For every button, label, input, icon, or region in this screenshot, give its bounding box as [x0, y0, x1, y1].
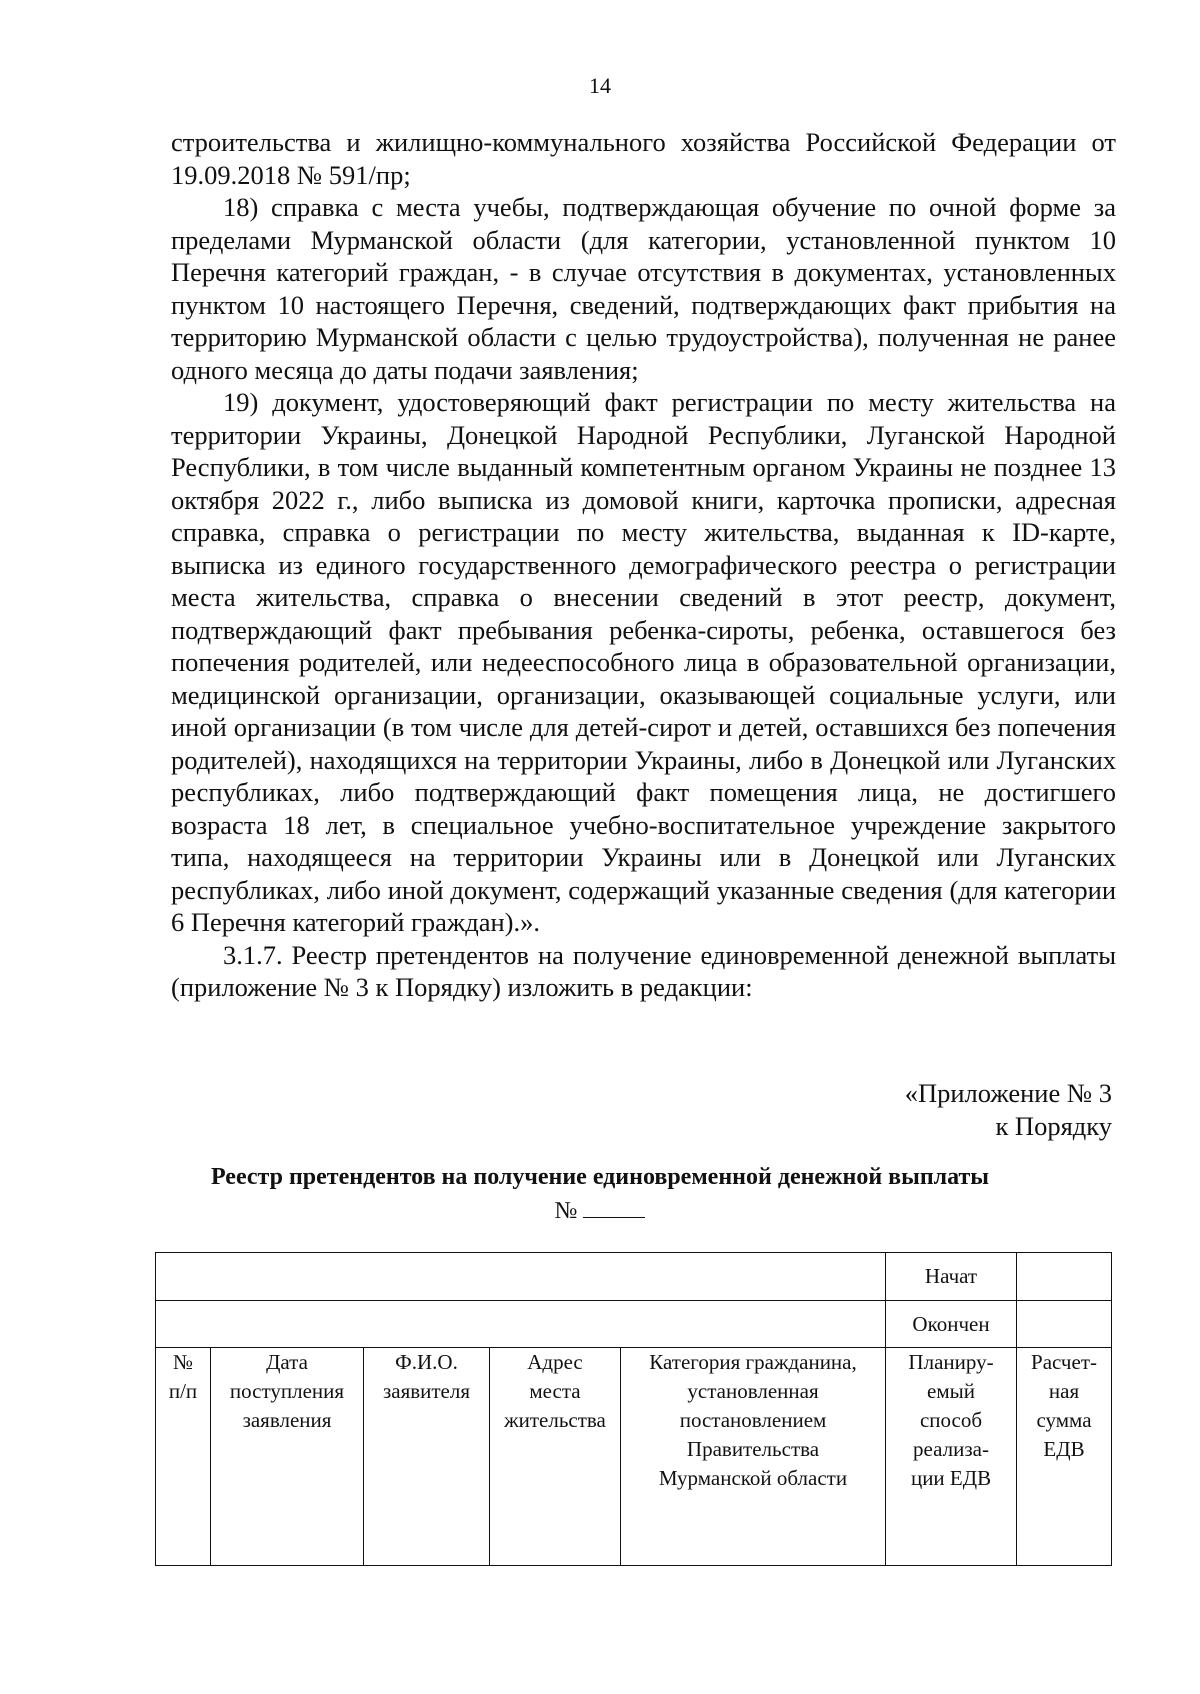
column-header-line: Категория гражданина,	[649, 1350, 857, 1374]
column-header-line: ции ЕДВ	[910, 1466, 992, 1490]
column-header-line: п/п	[168, 1379, 198, 1403]
column-header-line: постановлением	[679, 1408, 827, 1432]
appendix-ref-line-1: «Приложение № 3	[904, 1078, 1112, 1108]
registry-column-headers	[156, 1348, 1112, 1566]
column-header-line: заявителя	[382, 1379, 471, 1403]
column-header-line: Расчет-	[1031, 1350, 1097, 1374]
registry-finished-label: Окончен	[886, 1301, 1017, 1348]
column-header-line: Адрес	[527, 1350, 583, 1374]
page-number: 14	[589, 73, 611, 98]
column-header-line: Дата	[266, 1350, 308, 1374]
column-header-line: реализа-	[913, 1437, 989, 1461]
column-header-line: способ	[919, 1408, 983, 1432]
registry-title: Реестр претендентов на получение единовременной денежной выплаты	[210, 1164, 990, 1190]
paragraph-continuation: строительства и жилищно-коммунального хозяйства Российской Федерации от 19.09.2018 № 591/пр;	[171, 127, 1116, 190]
column-header-line: ная	[1048, 1379, 1080, 1403]
column-header-name	[364, 1348, 490, 1566]
column-header-line: Правительства	[686, 1437, 820, 1461]
registry-row-finished	[156, 1301, 1112, 1348]
column-header-line: Ф.И.О.	[395, 1350, 458, 1374]
registry-row-started	[156, 1253, 1112, 1301]
appendix-reference	[905, 1077, 1112, 1143]
column-header-line: заявления	[242, 1408, 332, 1432]
column-header-line: поступления	[229, 1379, 345, 1403]
column-header-line: емый	[927, 1379, 975, 1403]
body-text	[171, 126, 1116, 1004]
registry-table	[155, 1252, 1112, 1566]
paragraph-item-19: 19) документ, удостоверяющий факт регистрации по месту жительства на территории Украины, Донецкой Народной Республики, Луганской Народной Республики, в том числе выданный компетентным органом Украины не позднее 13 октября 2022 г., либо выписка из домовой книги, карточка прописки, адресная справка, справка о регистрации по месту жительства, выданная к ID-карте, выписка из единого государственного демографического реестра о регистрации места жительства, справка о внесении сведений в этот реестр, документ, подтверждающий факт пребывания ребенка-сироты, ребенка, оставшегося без попечения родителей, или недееспособного лица в образовательной организации, медицинской организации, организации, оказывающей социальные услуги, или иной организации (в том числе для детей-сирот и детей, оставшихся без попечения родителей), находящихся на территории Украины, либо в Донецкой или Луганских республиках, либо подтверждающий факт помещения лица, не достигшего возраста 18 лет, в специальное учебно-воспитательное учреждение закрытого типа, находящееся на территории Украины или в Донецкой или Луганских республиках, либо иной документ, содержащий указанные сведения (для категории 6 Перечня категорий граждан).».	[171, 387, 1116, 937]
paragraph-3-1-7: 3.1.7. Реестр претендентов на получение единовременной денежной выплаты (приложение № 3 к Порядку) изложить в редакции:	[171, 939, 1116, 1002]
registry-started-label: Начат	[886, 1253, 1017, 1301]
column-header-amount	[1017, 1348, 1112, 1566]
paragraph-item-18: 18) справка с места учебы, подтверждающая обучение по очной форме за пределами Мурманской области (для категории, установленной пунктом 10 Перечня категорий граждан, - в случае отсутствия в документах, установленных пунктом 10 настоящего Перечня, сведений, подтверждающих факт прибытия на территорию Мурманской области с целью трудоустройства), полученная не ранее одного месяца до даты подачи заявления;	[171, 192, 1116, 385]
column-header-number	[156, 1348, 211, 1566]
column-header-date	[211, 1348, 364, 1566]
registry-number	[0, 1197, 1200, 1225]
registry-finished-value	[1017, 1301, 1112, 1348]
column-header-line: Мурманской области	[658, 1466, 848, 1490]
registry-number-blank	[583, 1197, 645, 1218]
column-header-category	[621, 1348, 886, 1566]
column-header-line: Планиру-	[908, 1350, 994, 1374]
column-header-line: места	[529, 1379, 581, 1403]
column-header-address	[490, 1348, 621, 1566]
registry-cell-blank	[156, 1253, 886, 1301]
registry-number-label: №	[554, 1198, 578, 1224]
column-header-line: ЕДВ	[1043, 1437, 1085, 1461]
column-header-line: установленная	[687, 1379, 819, 1403]
column-header-method	[886, 1348, 1017, 1566]
registry-started-value	[1017, 1253, 1112, 1301]
column-header-line: жительства	[504, 1408, 606, 1432]
column-header-line: сумма	[1036, 1408, 1092, 1432]
appendix-ref-line-2: к Порядку	[995, 1111, 1112, 1141]
registry-cell-blank	[156, 1301, 886, 1348]
column-header-line: №	[172, 1350, 194, 1374]
